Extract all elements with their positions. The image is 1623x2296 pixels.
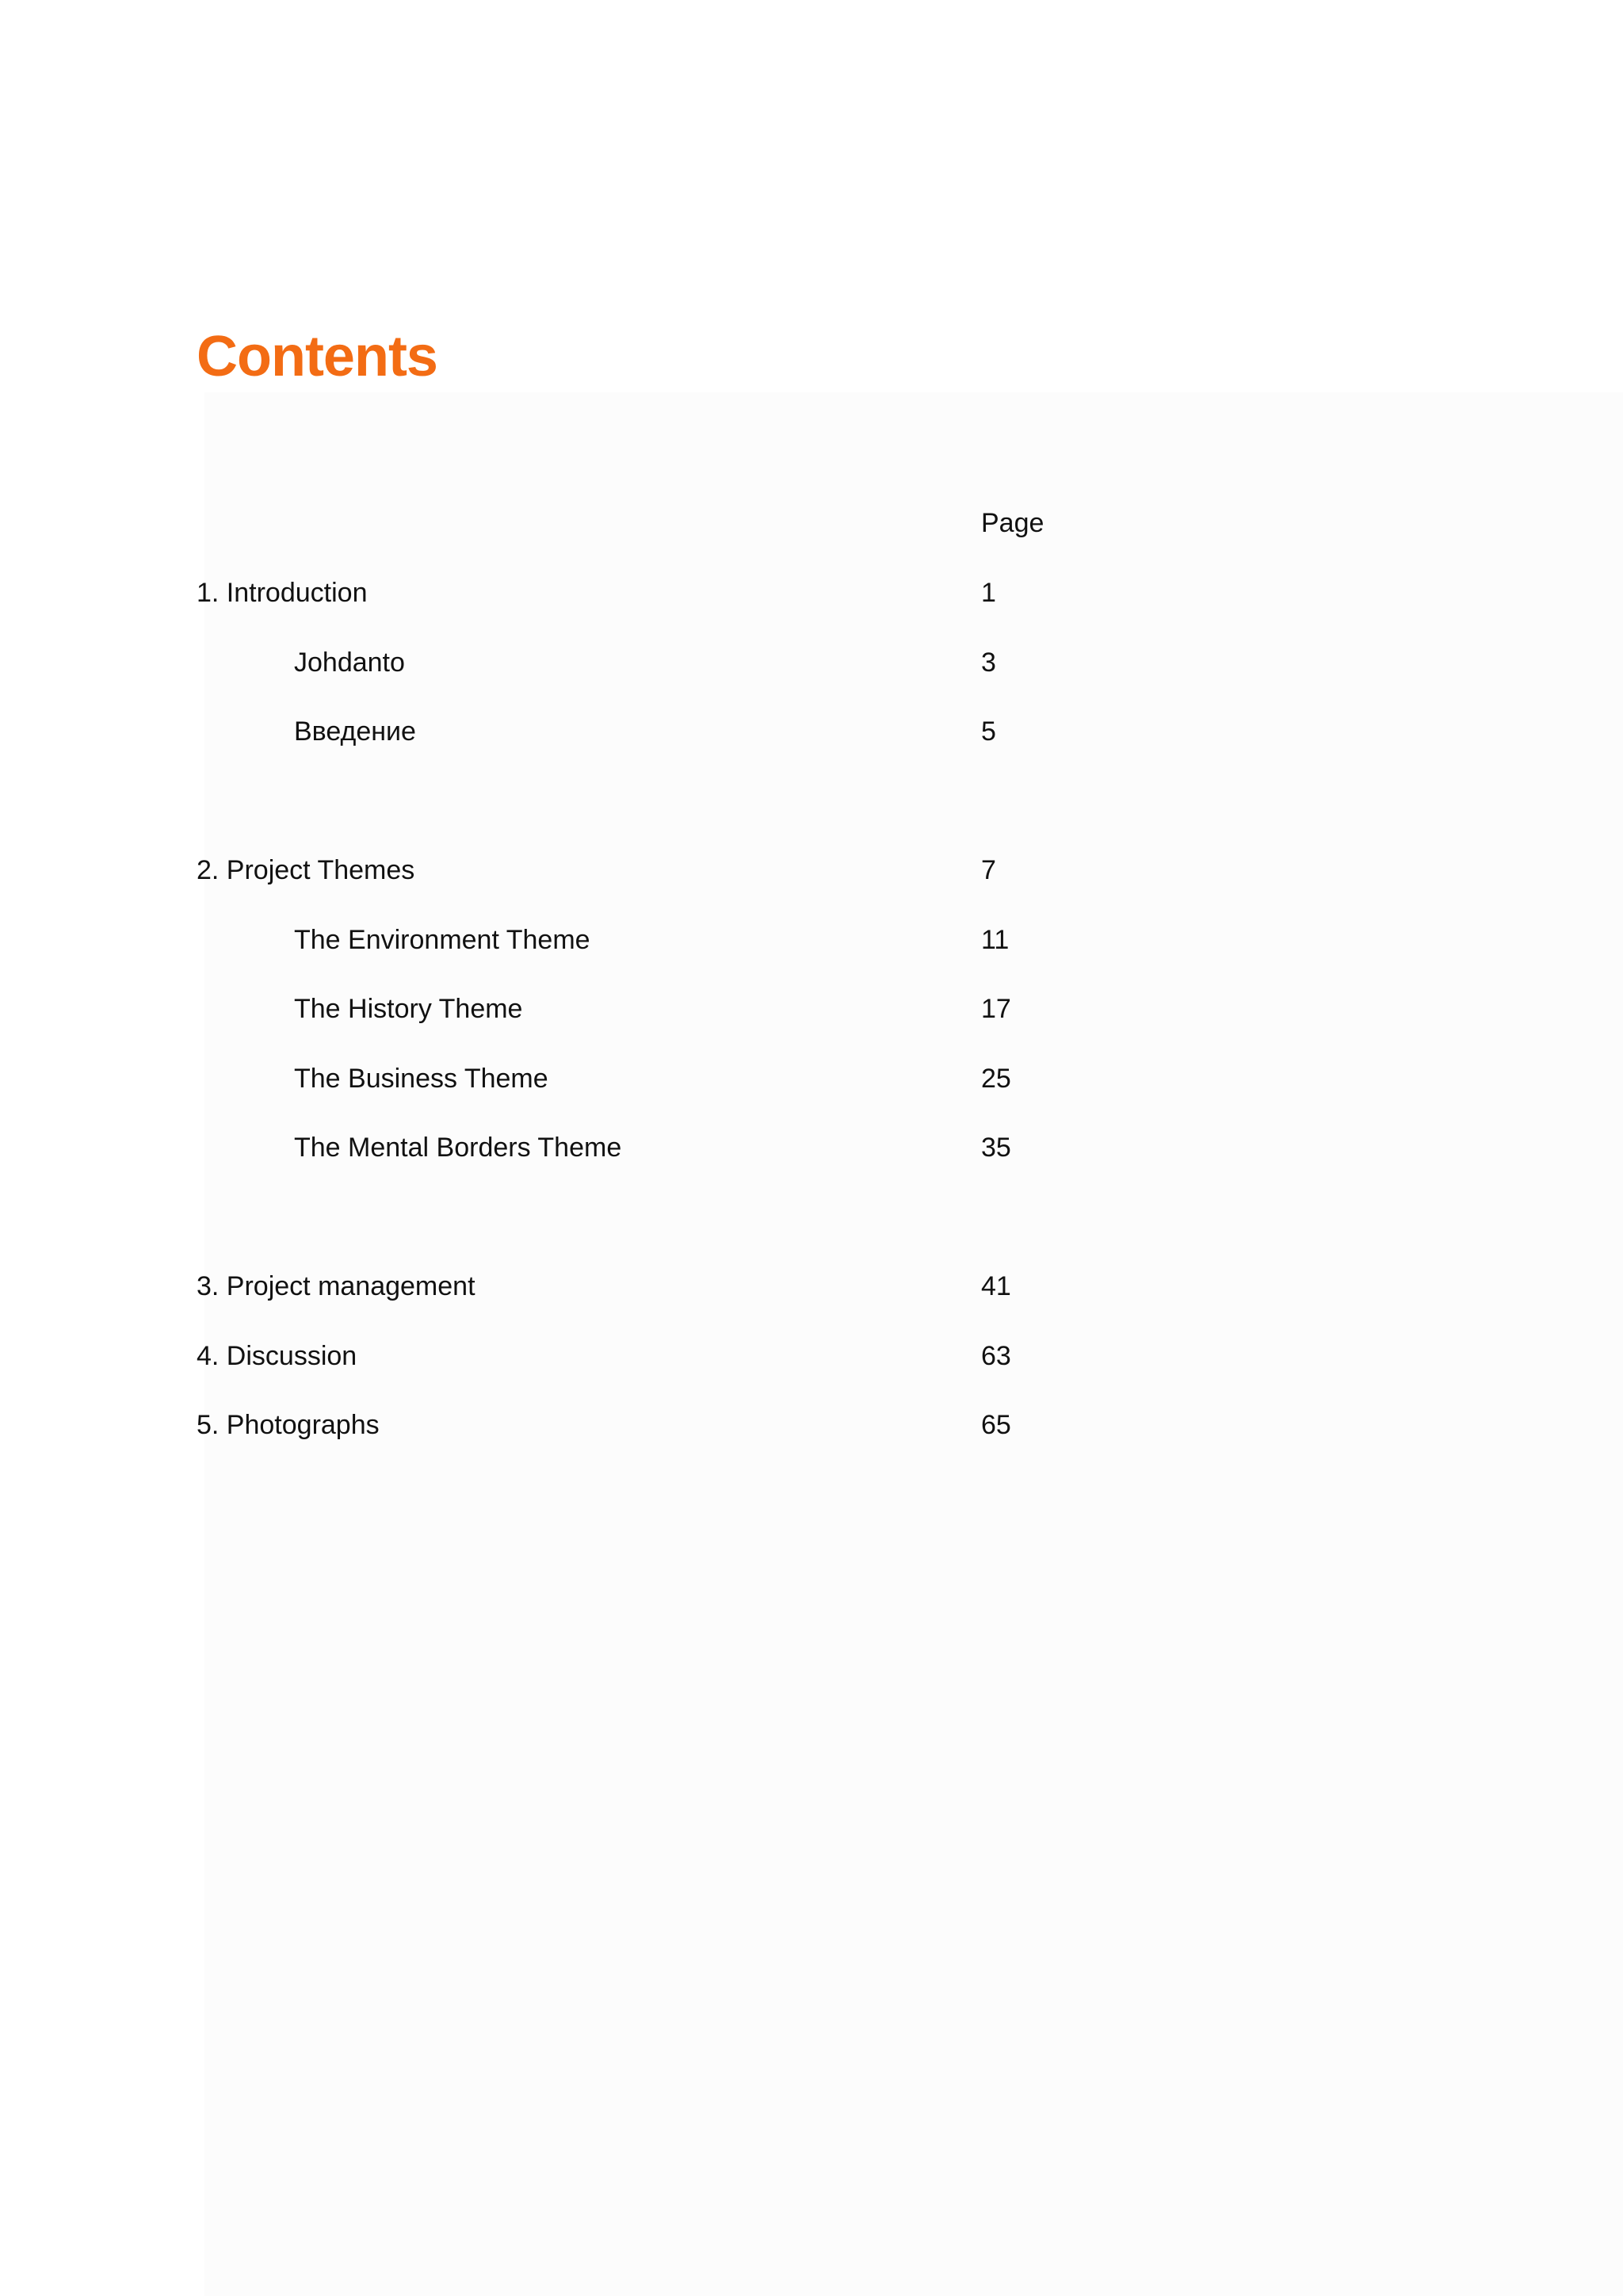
toc-entry-environment-theme[interactable]: The Environment Theme xyxy=(294,925,590,955)
toc-page-history-theme: 17 xyxy=(981,994,1011,1024)
toc-entry-johdanto[interactable]: Johdanto xyxy=(294,648,405,678)
toc-entry-vvedenie[interactable]: Введение xyxy=(294,716,416,747)
toc-entry-introduction[interactable]: 1. Introduction xyxy=(197,578,368,608)
toc-entry-project-management[interactable]: 3. Project management xyxy=(197,1271,475,1301)
toc-entry-discussion[interactable]: 4. Discussion xyxy=(197,1341,357,1371)
toc-page-business-theme: 25 xyxy=(981,1064,1011,1094)
toc-page-environment-theme: 11 xyxy=(981,925,1010,955)
toc-entry-business-theme[interactable]: The Business Theme xyxy=(294,1064,548,1094)
page-column-header: Page xyxy=(981,508,1044,538)
toc-page-project-management: 41 xyxy=(981,1271,1011,1301)
toc-entry-history-theme[interactable]: The History Theme xyxy=(294,994,523,1024)
toc-page-johdanto: 3 xyxy=(981,648,996,678)
toc-page-mental-borders-theme: 35 xyxy=(981,1133,1011,1163)
toc-entry-project-themes[interactable]: 2. Project Themes xyxy=(197,855,415,885)
toc-entry-mental-borders-theme[interactable]: The Mental Borders Theme xyxy=(294,1133,622,1163)
toc-page-project-themes: 7 xyxy=(981,855,996,885)
toc-page-photographs: 65 xyxy=(981,1410,1011,1440)
toc-page-vvedenie: 5 xyxy=(981,716,996,747)
page-title: Contents xyxy=(197,325,437,388)
toc-page-discussion: 63 xyxy=(981,1341,1011,1371)
toc-entry-photographs[interactable]: 5. Photographs xyxy=(197,1410,380,1440)
toc-page-introduction: 1 xyxy=(981,578,996,608)
